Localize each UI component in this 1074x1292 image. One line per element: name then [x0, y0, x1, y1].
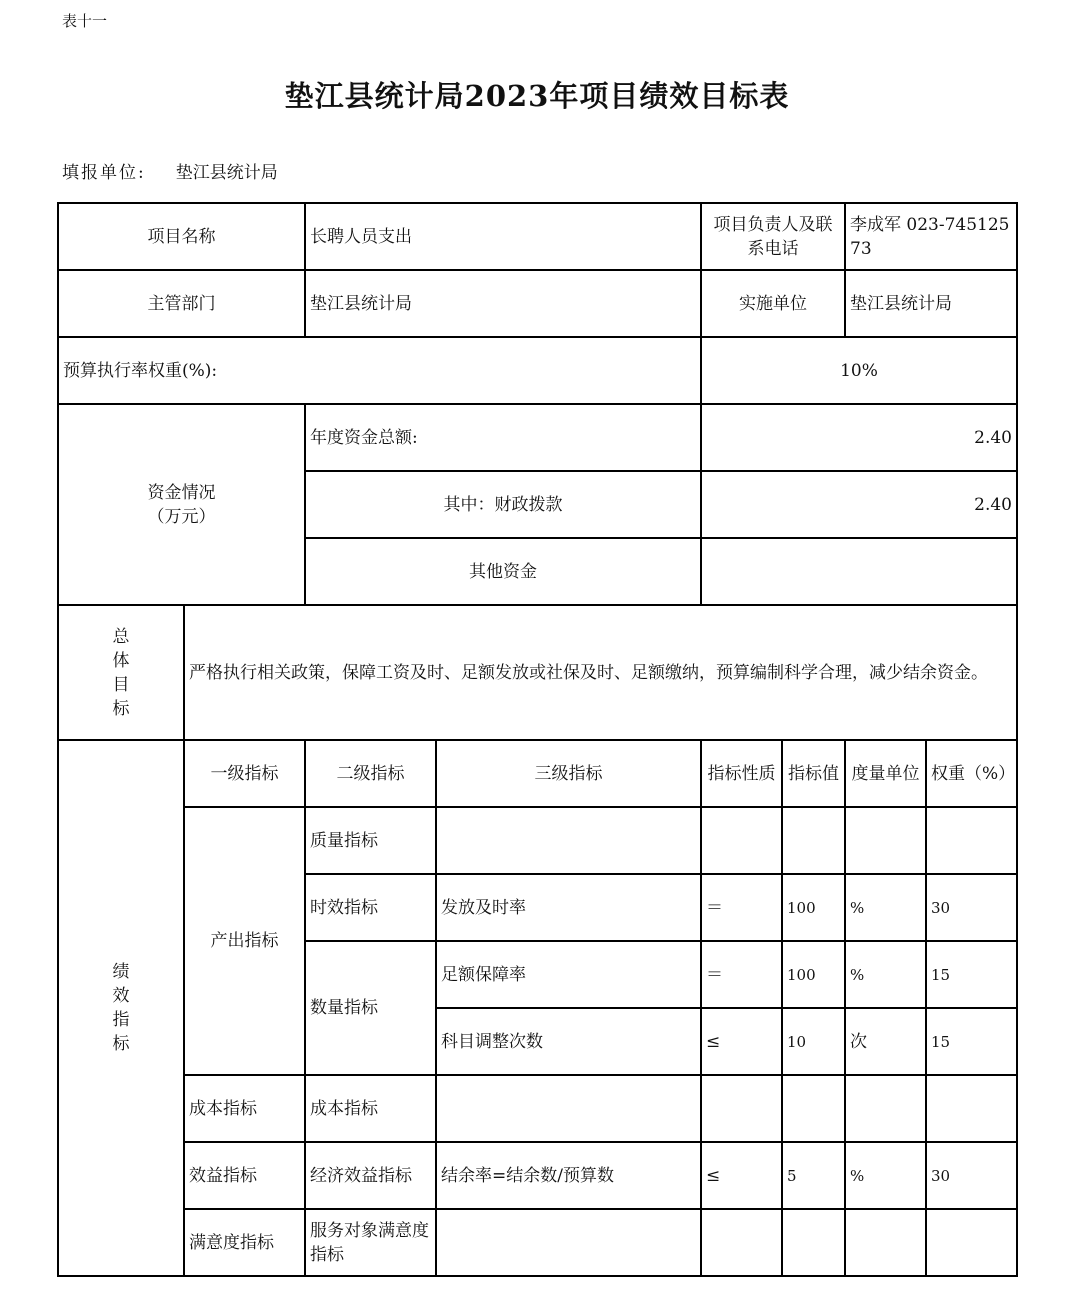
- header-weight: 权重（%）: [926, 740, 1017, 807]
- project-name-value: 长聘人员支出: [305, 203, 701, 270]
- level1-cell: 成本指标: [184, 1075, 305, 1142]
- funds-label-line1: 资金情况: [147, 482, 216, 503]
- row-budget-rate: [58, 337, 1017, 404]
- owner-label: 项目负责人及联系电话: [701, 203, 845, 270]
- goal-label-char: 体: [112, 650, 130, 671]
- budget-rate-label: 预算执行率权重(%):: [58, 337, 701, 404]
- unit-cell: 次: [845, 1008, 926, 1075]
- reporting-unit-value: 垫江县统计局: [175, 163, 278, 183]
- level3-cell: 结余率=结余数/预算数: [436, 1142, 701, 1209]
- weight-cell: [926, 1075, 1017, 1142]
- weight-cell: 30: [926, 1142, 1017, 1209]
- unit-cell: %: [845, 941, 926, 1008]
- nature-cell: ＝: [701, 874, 782, 941]
- value-cell: 5: [782, 1142, 845, 1209]
- dept-value: 垫江县统计局: [305, 270, 701, 337]
- row-annual-total: [58, 404, 1017, 471]
- level3-cell: [436, 1075, 701, 1142]
- impl-label: 实施单位: [701, 270, 845, 337]
- annual-total-value: 2.40: [701, 404, 1017, 471]
- level2-cell: 质量指标: [305, 807, 436, 874]
- weight-cell: 30: [926, 874, 1017, 941]
- table-row: [58, 1075, 1017, 1142]
- nature-cell: ≤: [701, 1008, 782, 1075]
- nature-cell: [701, 1209, 782, 1276]
- table-row: [58, 1209, 1017, 1276]
- level3-cell: [436, 1209, 701, 1276]
- goal-label-char: 目: [112, 674, 130, 695]
- owner-value: 李成军 023-74512573: [845, 203, 1017, 270]
- level2-cell: 成本指标: [305, 1075, 436, 1142]
- unit-cell: [845, 1075, 926, 1142]
- value-cell: [782, 1209, 845, 1276]
- reporting-unit-label: 填报单位:: [62, 163, 146, 183]
- annual-total-label: 年度资金总额:: [305, 404, 701, 471]
- output-indicator-label: 产出指标: [184, 807, 305, 1075]
- row-indicator-headers: [58, 740, 1017, 807]
- level3-cell: 发放及时率: [436, 874, 701, 941]
- weight-cell: 15: [926, 941, 1017, 1008]
- impl-value: 垫江县统计局: [845, 270, 1017, 337]
- perf-label-char: 标: [112, 1034, 130, 1054]
- level2-cell: 服务对象满意度指标: [305, 1209, 436, 1276]
- level1-cell: 效益指标: [184, 1142, 305, 1209]
- header-level2: 二级指标: [305, 740, 436, 807]
- level2-cell: 时效指标: [305, 874, 436, 941]
- level1-cell: 满意度指标: [184, 1209, 305, 1276]
- weight-cell: [926, 1209, 1017, 1276]
- row-project-name: [58, 203, 1017, 270]
- fiscal-value: 2.40: [701, 471, 1017, 538]
- row-overall-goal: [58, 605, 1017, 740]
- value-cell: [782, 807, 845, 874]
- fiscal-label: 其中：财政拨款: [305, 471, 701, 538]
- dept-label: 主管部门: [58, 270, 305, 337]
- table-row: [58, 807, 1017, 874]
- level3-cell: [436, 807, 701, 874]
- performance-target-table: [57, 202, 1018, 1277]
- other-funds-label: 其他资金: [305, 538, 701, 605]
- nature-cell: [701, 1075, 782, 1142]
- reporting-unit: [62, 158, 278, 183]
- goal-label-char: 标: [112, 698, 130, 719]
- weight-cell: 15: [926, 1008, 1017, 1075]
- budget-rate-value: 10%: [701, 337, 1017, 404]
- unit-cell: [845, 1209, 926, 1276]
- other-funds-value: [701, 538, 1017, 605]
- table-row: [58, 1142, 1017, 1209]
- level2-cell: 经济效益指标: [305, 1142, 436, 1209]
- nature-cell: [701, 807, 782, 874]
- weight-cell: [926, 807, 1017, 874]
- header-value: 指标值: [782, 740, 845, 807]
- level3-cell: 足额保障率: [436, 941, 701, 1008]
- goal-label: [58, 605, 184, 740]
- header-level1: 一级指标: [184, 740, 305, 807]
- funds-label-line2: （万元）: [147, 506, 216, 527]
- nature-cell: ≤: [701, 1142, 782, 1209]
- unit-cell: %: [845, 1142, 926, 1209]
- perf-label-char: 效: [112, 986, 130, 1006]
- perf-label-char: 指: [112, 1010, 130, 1030]
- header-unit: 度量单位: [845, 740, 926, 807]
- project-name-label: 项目名称: [58, 203, 305, 270]
- goal-text: 严格执行相关政策，保障工资及时、足额发放或社保及时、足额缴纳，预算编制科学合理，减少结余资金。: [184, 605, 1017, 740]
- perf-label: [58, 740, 184, 1276]
- level2-cell: 数量指标: [305, 941, 436, 1075]
- corner-label: 表十一: [62, 12, 108, 30]
- value-cell: 100: [782, 941, 845, 1008]
- unit-cell: %: [845, 874, 926, 941]
- header-nature: 指标性质: [701, 740, 782, 807]
- value-cell: 100: [782, 874, 845, 941]
- goal-label-char: 总: [112, 626, 130, 647]
- row-department: [58, 270, 1017, 337]
- nature-cell: ＝: [701, 941, 782, 1008]
- level3-cell: 科目调整次数: [436, 1008, 701, 1075]
- perf-label-char: 绩: [112, 962, 130, 982]
- header-level3: 三级指标: [436, 740, 701, 807]
- page-title: 垫江县统计局2023年项目绩效目标表: [284, 79, 790, 113]
- unit-cell: [845, 807, 926, 874]
- funds-label: [58, 404, 305, 605]
- value-cell: [782, 1075, 845, 1142]
- value-cell: 10: [782, 1008, 845, 1075]
